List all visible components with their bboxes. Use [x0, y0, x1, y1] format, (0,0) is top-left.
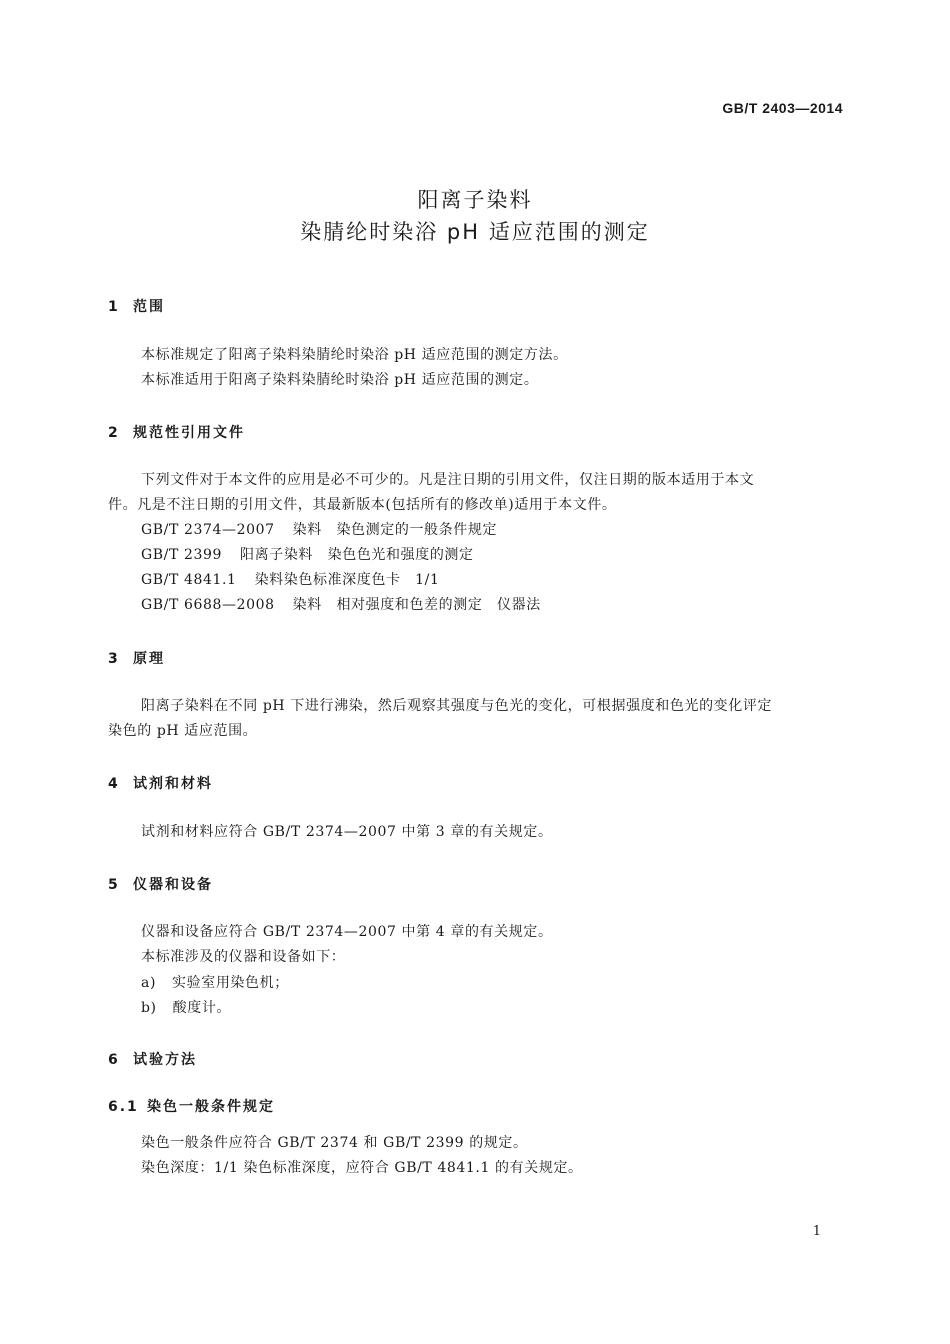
reference-title: 染料染色标准深度色卡 1/1	[254, 572, 440, 588]
list-text: 实验室用染色机；	[172, 975, 289, 991]
section-title: 范围	[133, 299, 165, 315]
section-title: 仪器和设备	[133, 877, 213, 893]
standard-code: GB/T 2403—2014	[722, 100, 843, 116]
section-number: 6	[108, 1052, 120, 1068]
subsection-heading-dyeing-conditions	[108, 1096, 275, 1116]
paragraph: 本标准规定了阳离子染料染腈纶时染浴 pH 适应范围的测定方法。	[141, 347, 568, 363]
section-number: 4	[108, 776, 120, 792]
reference-code: GB/T 2374—2007	[141, 522, 275, 538]
paragraph-continuation: 件。凡是不注日期的引用文件，其最新版本(包括所有的修改单)适用于本文件。	[108, 497, 617, 513]
section-heading-normative-references	[108, 422, 245, 442]
section-heading-principle	[108, 648, 165, 668]
paragraph: 阳离子染料在不同 pH 下进行沸染，然后观察其强度与色光的变化，可根据强度和色光的变化评定	[141, 698, 773, 714]
document-title-line1: 阳离子染料	[417, 188, 533, 212]
subsection-number: 6.1	[108, 1099, 139, 1115]
list-label: a)	[141, 975, 157, 991]
paragraph: 本标准涉及的仪器和设备如下：	[141, 949, 346, 965]
section-title: 规范性引用文件	[133, 425, 245, 441]
section-number: 1	[108, 299, 120, 315]
list-text: 酸度计。	[172, 1000, 232, 1016]
list-item	[141, 973, 289, 993]
reference-title: 染料 相对强度和色差的测定 仪器法	[292, 597, 541, 613]
paragraph: 本标准适用于阳离子染料染腈纶时染浴 pH 适应范围的测定。	[141, 372, 539, 388]
section-title: 试验方法	[133, 1052, 197, 1068]
reference-code: GB/T 6688—2008	[141, 597, 275, 613]
paragraph: 染色一般条件应符合 GB/T 2374 和 GB/T 2399 的规定。	[141, 1135, 528, 1151]
reference-item	[141, 570, 440, 590]
paragraph-continuation: 染色的 pH 适应范围。	[108, 723, 258, 739]
document-title-line2: 染腈纶时染浴 pH 适应范围的测定	[300, 220, 650, 244]
reference-item	[141, 545, 474, 565]
reference-title: 阳离子染料 染色色光和强度的测定	[240, 547, 474, 563]
section-title: 原理	[133, 651, 165, 667]
reference-title: 染料 染色测定的一般条件规定	[292, 522, 498, 538]
section-number: 2	[108, 425, 120, 441]
section-number: 3	[108, 651, 120, 667]
paragraph: 下列文件对于本文件的应用是必不可少的。凡是注日期的引用文件，仅注日期的版本适用于本文	[141, 472, 755, 488]
reference-item	[141, 595, 541, 615]
paragraph: 染色深度：1/1 染色标准深度，应符合 GB/T 4841.1 的有关规定。	[141, 1160, 583, 1176]
page-number: 1	[812, 1224, 821, 1239]
section-heading-test-method	[108, 1049, 197, 1069]
section-heading-scope	[108, 296, 165, 316]
reference-item	[141, 520, 497, 540]
paragraph: 仪器和设备应符合 GB/T 2374—2007 中第 4 章的有关规定。	[141, 924, 553, 940]
reference-code: GB/T 2399	[141, 547, 223, 563]
section-heading-reagents	[108, 773, 213, 793]
list-label: b)	[141, 1000, 157, 1016]
list-item	[141, 998, 231, 1018]
section-heading-apparatus	[108, 874, 213, 894]
paragraph: 试剂和材料应符合 GB/T 2374—2007 中第 3 章的有关规定。	[141, 824, 553, 840]
subsection-title: 染色一般条件规定	[147, 1099, 275, 1115]
section-number: 5	[108, 877, 120, 893]
section-title: 试剂和材料	[133, 776, 213, 792]
reference-code: GB/T 4841.1	[141, 572, 237, 588]
